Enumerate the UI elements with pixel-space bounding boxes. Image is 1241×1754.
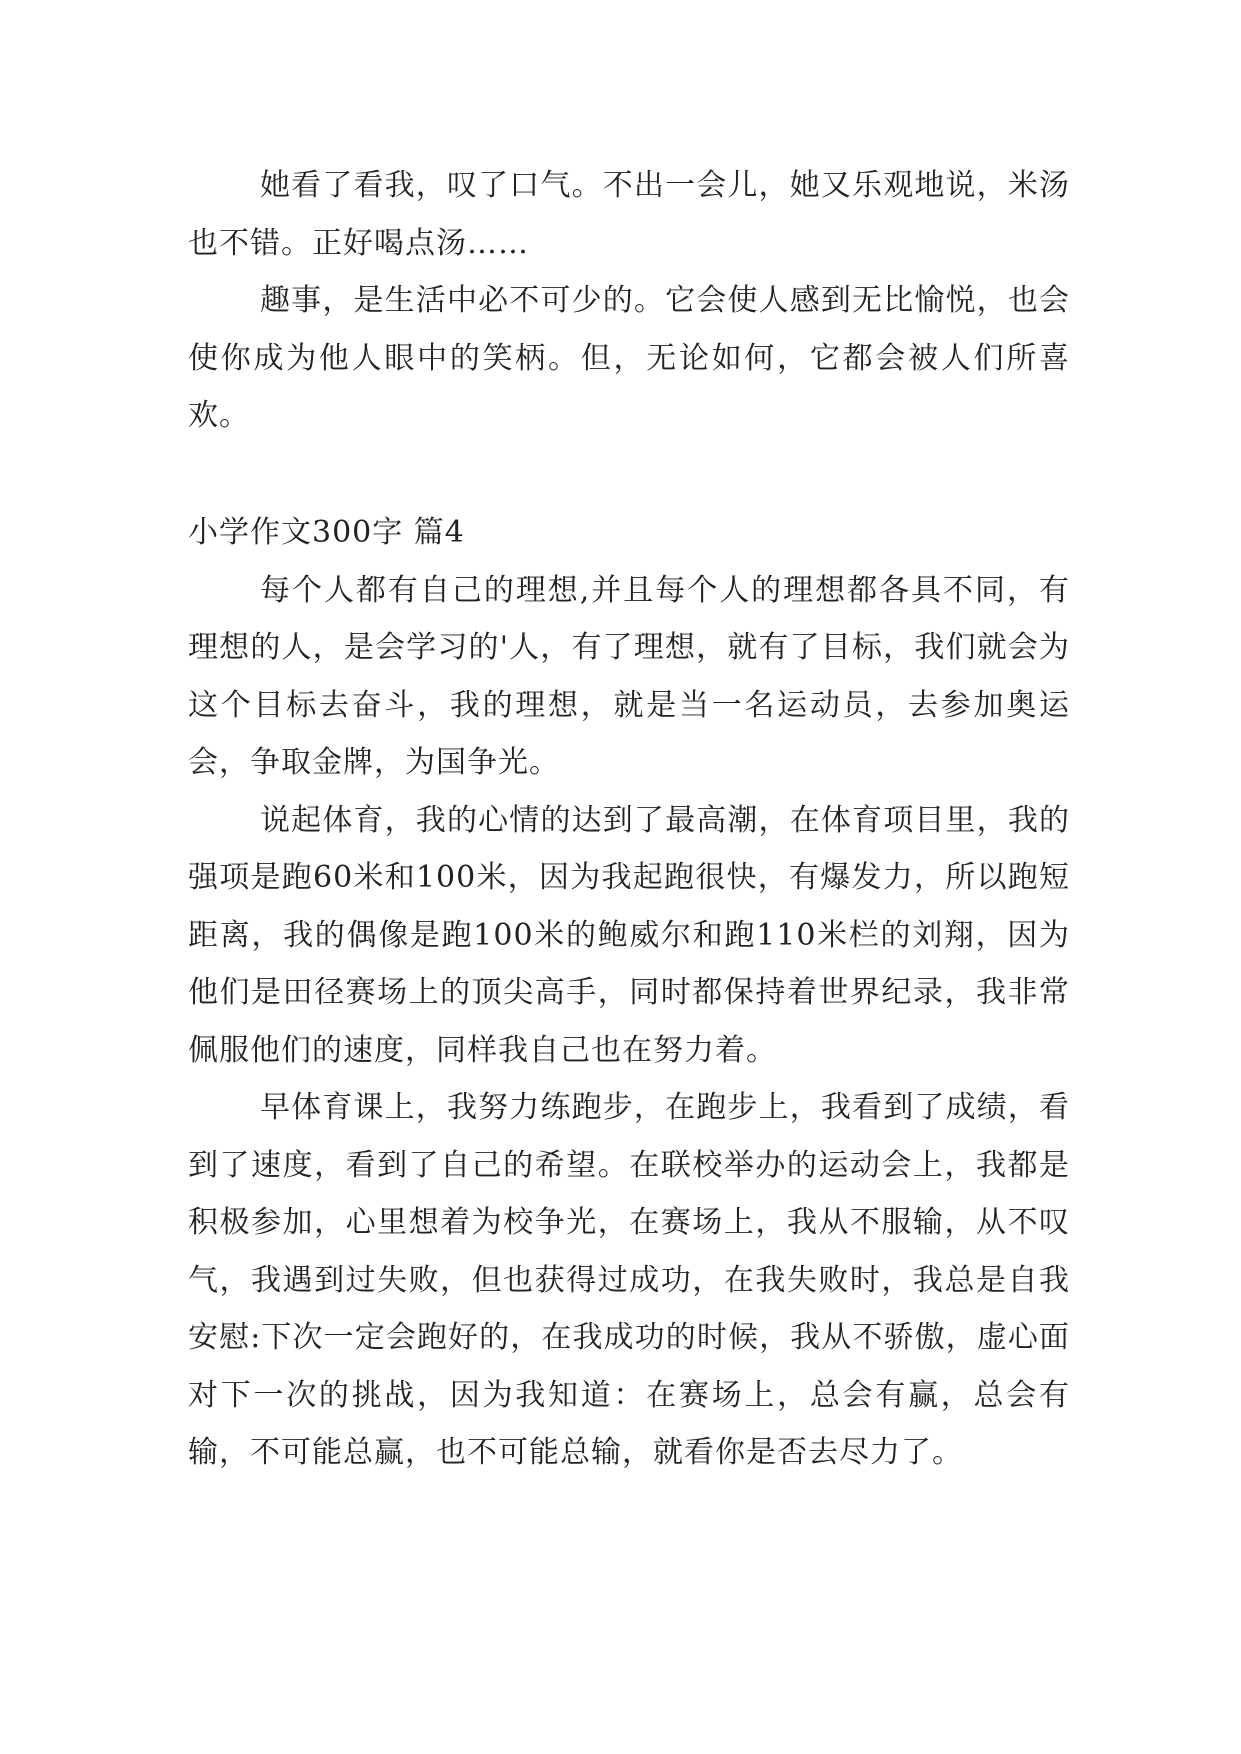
paragraph: 她看了看我，叹了口气。不出一会儿，她又乐观地说，米汤也不错。正好喝点汤…… xyxy=(188,168,1070,261)
paragraph: 每个人都有自己的理想,并且每个人的理想都各具不同，有理想的人，是会学习的'人，有了理想，就有了目标，我们就会为这个目标去奋斗，我的理想，就是当一名运动员，去参加奥运会，争取金牌，为国争光。 xyxy=(188,572,1070,780)
paragraph: 说起体育，我的心情的达到了最高潮，在体育项目里，我的强项是跑60米和100米，因为我起跑很快，有爆发力，所以跑短距离，我的偶像是跑100米的鲍威尔和跑110米栏的刘翔，因为他们是田径赛场上的顶尖高手，同时都保持着世界纪录，我非常佩服他们的速度，同样我自己也在努力着。 xyxy=(188,802,1070,1068)
previous-essay-ending xyxy=(188,157,1070,445)
paragraph: 趣事，是生活中必不可少的。它会使人感到无比愉悦，也会使你成为他人眼中的笑柄。但，无论如何，它都会被人们所喜欢。 xyxy=(188,283,1070,433)
section-heading: 小学作文300字 篇4 xyxy=(188,515,465,550)
essay-section-4 xyxy=(188,504,1070,1482)
paragraph: 早体育课上，我努力练跑步，在跑步上，我看到了成绩，看到了速度，看到了自己的希望。在联校举办的运动会上，我都是积极参加，心里想着为校争光，在赛场上，我从不服输，从不叹气，我遇到过失败，但也获得过成功，在我失败时，我总是自我安慰:下次一定会跑好的，在我成功的时候，我从不骄傲，虚心面对下一次的挑战，因为我知道：在赛场上，总会有赢，总会有输，不可能总赢，也不可能总输，就看你是否去尽力了。 xyxy=(188,1090,1070,1470)
